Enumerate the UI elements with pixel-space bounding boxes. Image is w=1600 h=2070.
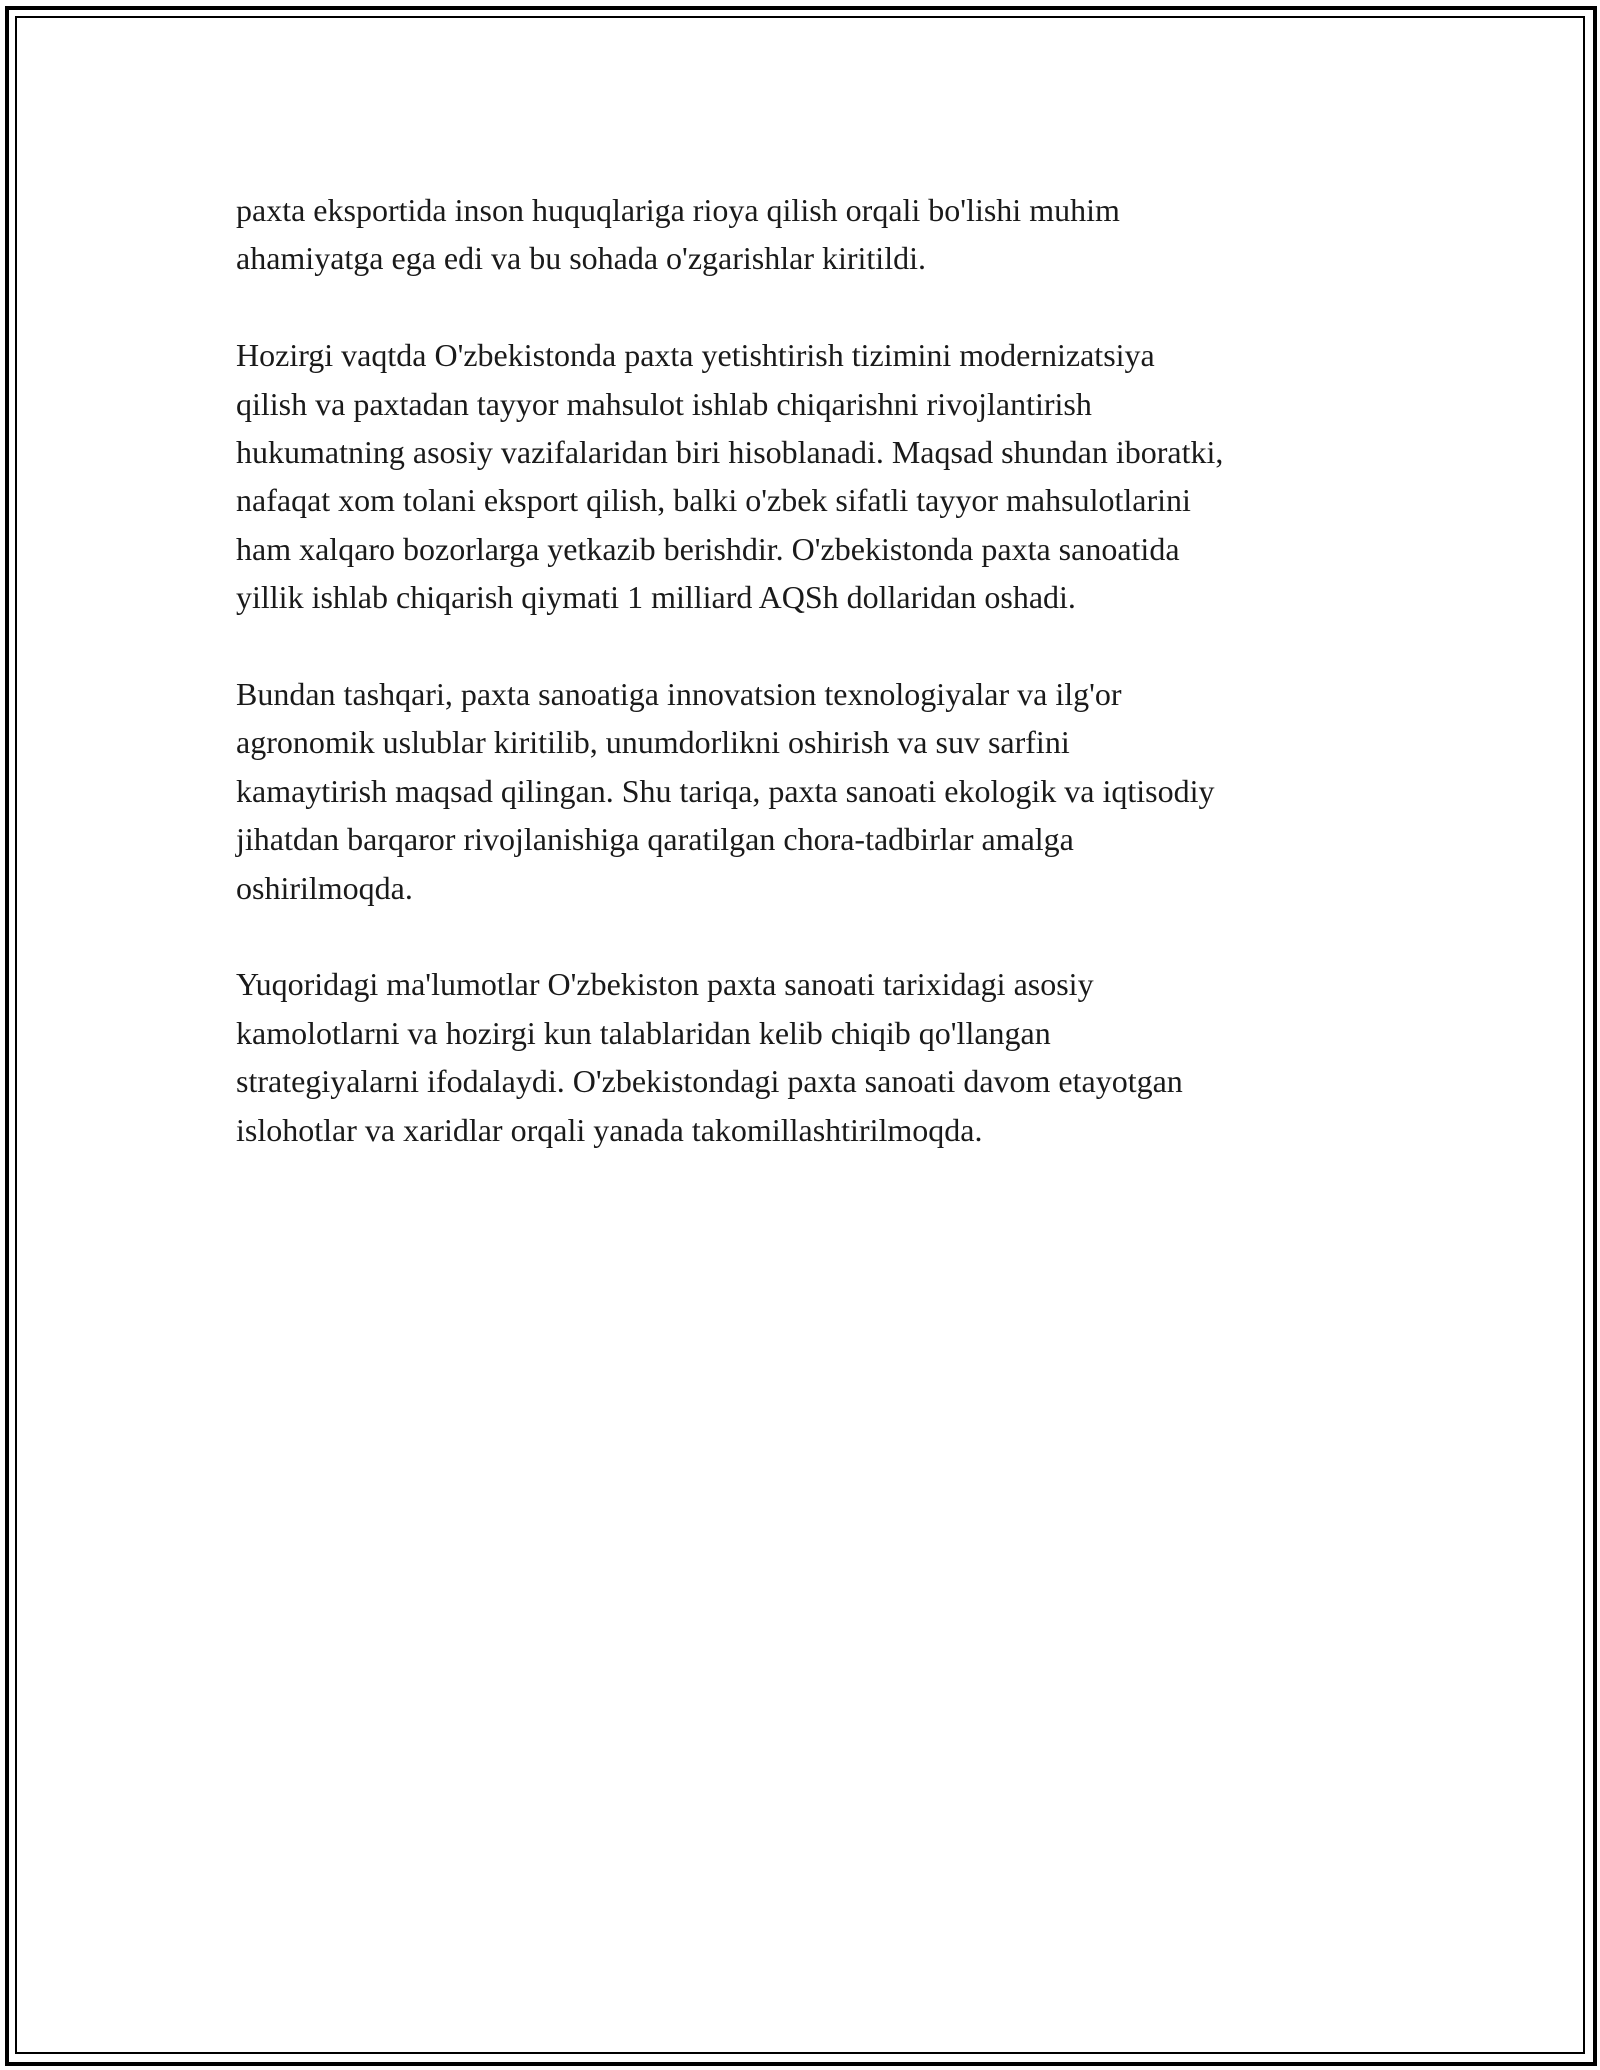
text-line: kamolotlarni va hozirgi kun talablaridan kelib chiqib qo'llangan — [236, 1014, 1051, 1051]
text-line: jihatdan barqaror rivojlanishiga qaratilgan chora-tadbirlar amalga — [236, 821, 1074, 858]
paragraph-4 — [236, 960, 1436, 1154]
text-line: kamaytirish maqsad qilingan. Shu tariqa, paxta sanoati ekologik va iqtisodiy — [236, 772, 1215, 809]
paragraph-2 — [236, 331, 1436, 621]
paragraph-1 — [236, 186, 1436, 283]
text-line: hukumatning asosiy vazifalaridan biri hisoblanadi. Maqsad shundan iboratki, — [236, 434, 1224, 471]
text-line: nafaqat xom tolani eksport qilish, balki o'zbek sifatli tayyor mahsulotlarini — [236, 482, 1191, 519]
text-line: yillik ishlab chiqarish qiymati 1 milliard AQSh dollaridan oshadi. — [236, 579, 1076, 616]
text-line: ahamiyatga ega edi va bu sohada o'zgarishlar kiritildi. — [236, 240, 926, 277]
text-line: oshirilmoqda. — [236, 869, 413, 906]
text-line: paxta eksportida inson huquqlariga rioya qilish orqali bo'lishi muhim — [236, 192, 1120, 228]
text-line: Yuqoridagi ma'lumotlar O'zbekiston paxta sanoati tarixidagi asosiy — [236, 966, 1094, 1003]
text-line: agronomik uslublar kiritilib, unumdorlikni oshirish va suv sarfini — [236, 724, 1070, 761]
text-line: strategiyalarni ifodalaydi. O'zbekistondagi paxta sanoati davom etayotgan — [236, 1063, 1183, 1100]
text-line: Hozirgi vaqtda O'zbekistonda paxta yetishtirish tizimini modernizatsiya — [236, 337, 1155, 374]
document-body — [236, 186, 1436, 1202]
paragraph-3 — [236, 670, 1436, 912]
text-line: ham xalqaro bozorlarga yetkazib berishdir. O'zbekistonda paxta sanoatida — [236, 530, 1180, 567]
text-line: islohotlar va xaridlar orqali yanada takomillashtirilmoqda. — [236, 1111, 983, 1148]
text-line: qilish va paxtadan tayyor mahsulot ishlab chiqarishni rivojlantirish — [236, 385, 1092, 422]
text-line: Bundan tashqari, paxta sanoatiga innovatsion texnologiyalar va ilg'or — [236, 676, 1122, 713]
